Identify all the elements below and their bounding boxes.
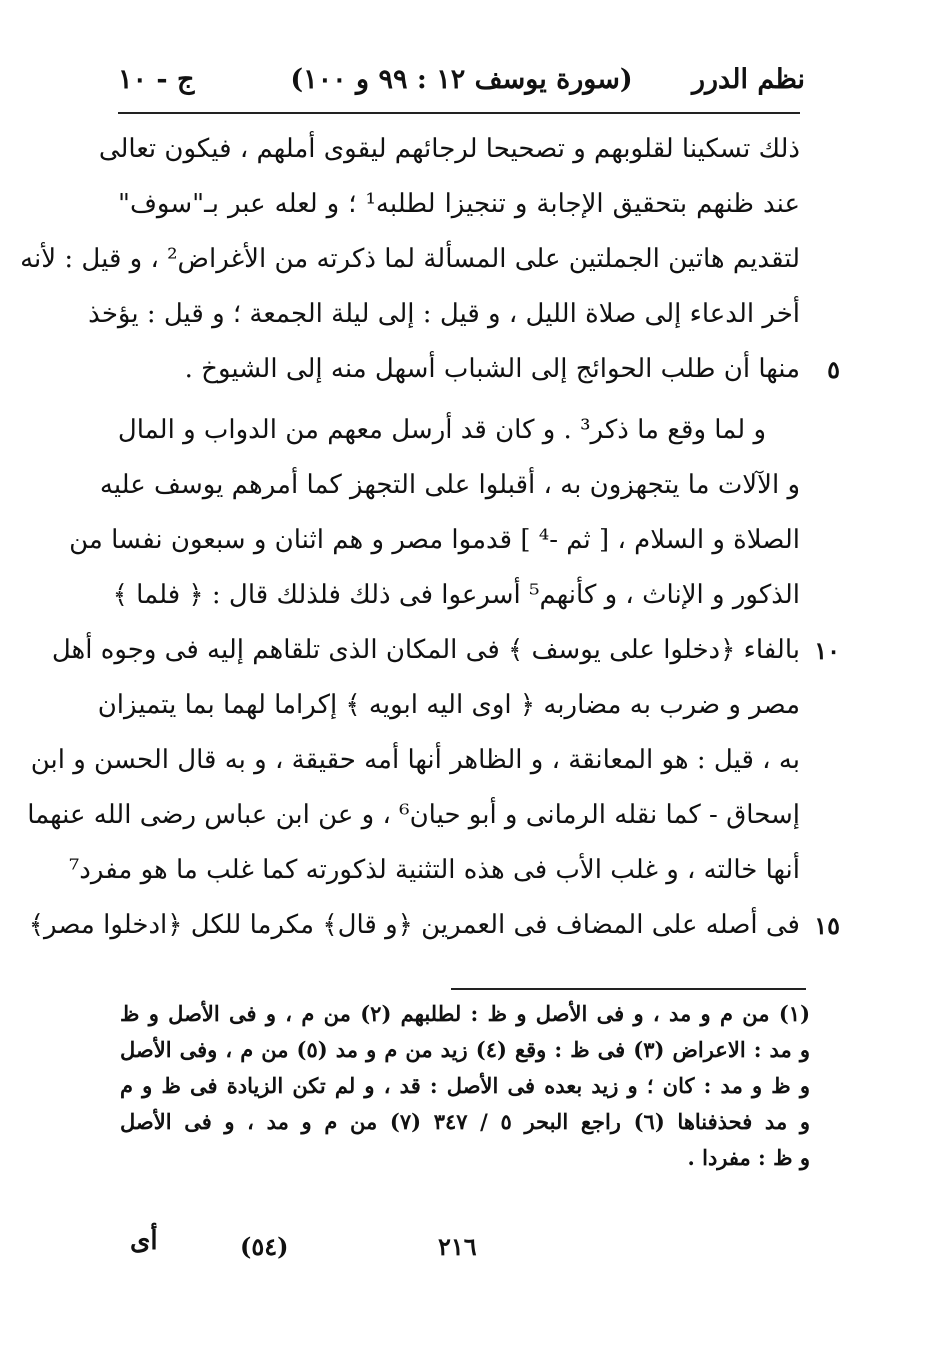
signature-mark: (٥٤) bbox=[240, 1232, 289, 1261]
footnotes bbox=[120, 996, 810, 1176]
footnote-line: و ظ و مد : كان ؛ و زيد بعده فى الأصل : قد ، و لم تكن الزيادة فى ظ و م bbox=[120, 1073, 810, 1098]
text-line-5 bbox=[118, 342, 840, 397]
text-line-content: فى أصله على المضاف فى العمرين ﴿و قال﴾ مكرما للكل ﴿ادخلوا مصر﴾ bbox=[28, 910, 800, 940]
footnote-divider bbox=[451, 988, 806, 990]
text-line: و الآلات ما يتجهزون به ، أقبلوا على التجهز كما أمرهم يوسف عليه bbox=[99, 470, 800, 500]
text-line: أنها خالته ، و غلب الأب فى هذه التثنية لذكورته كما غلب ما هو مفرد⁷ bbox=[68, 855, 800, 885]
main-text bbox=[20, 122, 840, 953]
catchword: أى bbox=[130, 1226, 158, 1256]
text-line: الصلاة و السلام ، [ ثم -⁴ ] قدموا مصر و هم اثنان و سبعون نفسا من bbox=[69, 525, 800, 555]
page-footer bbox=[130, 1226, 690, 1270]
running-header bbox=[118, 58, 805, 102]
text-line: أخر الدعاء إلى صلاة الليل ، و قيل : إلى ليلة الجمعة ؛ و قيل : يؤخذ bbox=[88, 299, 800, 329]
text-line-content: منها أن طلب الحوائج إلى الشباب أسهل منه إلى الشيوخ . bbox=[184, 354, 800, 384]
text-line: عند ظنهم بتحقيق الإجابة و تنجيزا لطلبه¹ ؛ و لعله عبر بـ"سوف" bbox=[118, 189, 800, 219]
text-line: به ، قيل : هو المعانقة ، و الظاهر أنها أمه حقيقة ، و به قال الحسن و ابن bbox=[30, 745, 800, 775]
footnote-line: و مد : الاعراض (٣) فى ظ : وقع (٤) زيد من م و مد (٥) من م ، وفى الأصل bbox=[120, 1037, 810, 1062]
text-line: إسحاق - كما نقله الرمانى و أبو حيان⁶ ، و عن ابن عباس رضى الله عنهما bbox=[27, 800, 800, 830]
text-line-content: بالفاء ﴿دخلوا على يوسف ﴾ فى المكان الذى تلقاهم إليه فى وجوه أهل bbox=[51, 635, 800, 665]
line-number-15: ١٥ bbox=[814, 911, 840, 940]
text-line-15 bbox=[28, 898, 840, 953]
header-divider bbox=[118, 112, 800, 114]
text-line-10 bbox=[51, 623, 840, 678]
text-line: مصر و ضرب به مضاربه ﴿ اوى اليه ابويه ﴾ إكراما لهما بما يتميزان bbox=[97, 690, 800, 720]
line-number-5: ٥ bbox=[827, 355, 840, 384]
book-title: نظم الدرر bbox=[691, 64, 805, 95]
volume-number: ج - ١٠ bbox=[118, 64, 195, 95]
text-line: الذكور و الإناث ، و كأنهم⁵ أسرعوا فى ذلك فلذلك قال : ﴿ فلما ﴾ bbox=[112, 580, 800, 610]
line-number-10: ١٠ bbox=[814, 636, 840, 665]
text-line: لتقديم هاتين الجملتين على المسألة لما ذكرته من الأغراض² ، و قيل : لأنه bbox=[20, 244, 800, 274]
footnote-line: و ظ : مفردا . bbox=[687, 1145, 810, 1170]
text-line: ذلك تسكينا لقلوبهم و تصحيحا لرجائهم ليقوى أملهم ، فيكون تعالى bbox=[98, 134, 800, 164]
page-number: ٢١٦ bbox=[438, 1232, 477, 1261]
text-line: و لما وقع ما ذكر³ . و كان قد أرسل معهم من الدواب و المال bbox=[117, 415, 766, 445]
footnote-line: (١) من م و مد ، و فى الأصل و ظ : لطلبهم (٢) من م ، و فى الأصل و ظ bbox=[120, 1001, 810, 1026]
footnote-line: و مد فحذفناها (٦) راجع البحر ٥ / ٣٤٧ (٧) من م و مد ، و فى الأصل bbox=[120, 1109, 810, 1134]
surah-reference: (سورة يوسف ١٢ : ٩٩ و ١٠٠) bbox=[290, 64, 633, 95]
